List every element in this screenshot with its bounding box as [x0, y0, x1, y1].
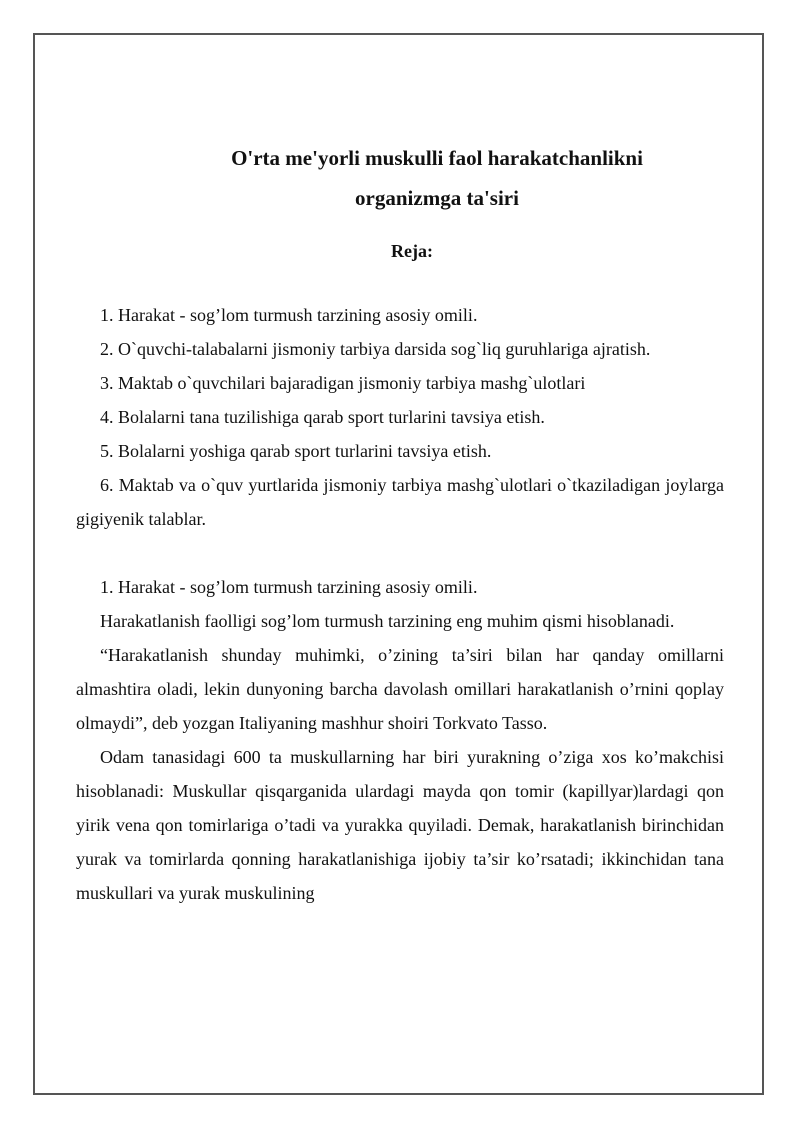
title-line-2: organizmga ta'siri	[355, 186, 519, 210]
plan-item-5: 5. Bolalarni yoshiga qarab sport turlarini tavsiya etish.	[100, 441, 492, 461]
plan-heading: Reja:	[391, 241, 433, 261]
plan-item-1: 1. Harakat - sog’lom turmush tarzining asosiy omili.	[100, 305, 478, 325]
section-heading: 1. Harakat - sog’lom turmush tarzining asosiy omili.	[100, 577, 478, 597]
paragraph: “Harakatlanish shunday muhimki, o’zining ta’siri bilan har qanday omillarni almashtira oladi, lekin dunyoning barcha davolash omillari harakatlanish o’rnini qoplay olmaydi”, deb yozgan Italiyaning mashhur shoiri Torkvato Tasso.	[76, 645, 724, 733]
paragraph: Odam tanasidagi 600 ta muskullarning har biri yurakning o’ziga xos ko’makchisi hisoblanadi: Muskullar qisqarganida ulardagi mayda qon tomir (kapillyar)lardagi qon yirik vena qon tomirlariga o’tadi va yurakka quyiladi. Demak, harakatlanish birinchidan yurak va tomirlarda qonning harakatlanishiga ijobiy ta’sir ko’rsatadi; ikkinchidan tana muskullari va yurak muskulining	[76, 747, 724, 903]
title-line-1: O'rta me'yorli muskulli faol harakatchanlikni	[231, 146, 643, 170]
document-title	[76, 138, 724, 218]
document-content	[76, 138, 724, 910]
plan-item-3: 3. Maktab o`quvchilari bajaradigan jismoniy tarbiya mashg`ulotlari	[100, 373, 586, 393]
plan-list	[76, 298, 724, 536]
body-text	[76, 570, 724, 910]
plan-item-4: 4. Bolalarni tana tuzilishiga qarab sport turlarini tavsiya etish.	[100, 407, 545, 427]
plan-item-6: 6. Maktab va o`quv yurtlarida jismoniy tarbiya mashg`ulotlari o`tkaziladigan joylarga gigiyenik talablar.	[76, 475, 724, 529]
plan-item-2: 2. O`quvchi-talabalarni jismoniy tarbiya darsida sog`liq guruhlariga ajratish.	[100, 339, 651, 359]
paragraph: Harakatlanish faolligi sog’lom turmush tarzining eng muhim qismi hisoblanadi.	[100, 611, 675, 631]
